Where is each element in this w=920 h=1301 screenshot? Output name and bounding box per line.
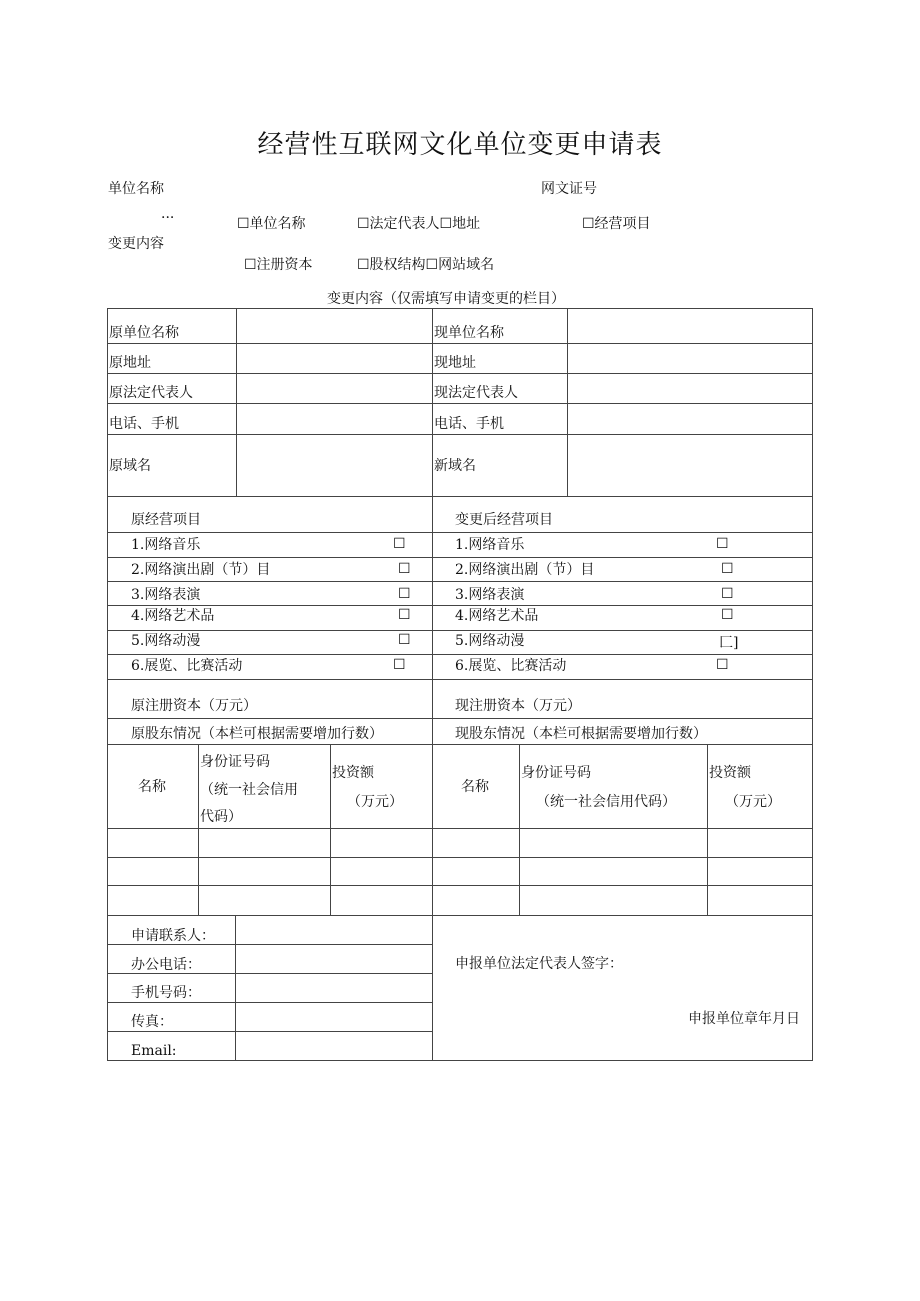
new-legal-rep-label: 现法定代表人 <box>434 385 518 401</box>
business-item-label: 1.网络音乐 <box>455 537 525 553</box>
sh-investment-unit: （万元） <box>347 794 403 810</box>
applicant-label: 申请联系人： <box>131 928 215 944</box>
new-business-checkbox[interactable]: ☐ <box>716 536 729 552</box>
new-business-checkbox[interactable]: ☐ <box>721 561 734 577</box>
new-business-checkbox[interactable]: ☐ <box>721 607 734 623</box>
sh-investment-header: 投资额 <box>332 765 374 781</box>
checkbox-legal-rep-address[interactable]: ☐法定代表人☐地址 <box>357 216 481 232</box>
signature-label: 申报单位法定代表人签字： <box>455 956 623 972</box>
new-business-checkbox[interactable]: ☐ <box>721 586 734 602</box>
orig-legal-rep-label: 原法定代表人 <box>109 385 193 401</box>
orig-business-checkbox[interactable]: ☐ <box>398 561 411 577</box>
change-content-label: 变更内容 <box>108 236 164 252</box>
orig-address-label: 原地址 <box>109 355 151 371</box>
orig-business-checkbox[interactable]: ☐ <box>393 657 406 673</box>
office-phone-label: 办公电话： <box>131 957 201 973</box>
new-address-label: 现地址 <box>434 355 476 371</box>
new-unit-name-label: 现单位名称 <box>434 325 504 341</box>
business-item-label: 2.网络演出剧（节）目 <box>455 562 595 578</box>
sh-investment-header: 投资额 <box>709 765 751 781</box>
new-business-checkbox[interactable]: ☐ <box>716 657 729 673</box>
unit-name-label: 单位名称 <box>108 181 164 197</box>
sh-investment-unit: （万元） <box>725 794 781 810</box>
new-shareholders-title: 现股东情况（本栏可根据需要增加行数） <box>455 726 707 742</box>
sh-id-header: 身份证号码 <box>521 765 591 781</box>
new-business-header: 变更后经营项目 <box>455 512 553 528</box>
orig-business-checkbox[interactable]: ☐ <box>398 607 411 623</box>
seal-date-label: 申报单位章年月日 <box>688 1011 800 1027</box>
sh-id-header-sub: （统一社会信用代码） <box>536 794 676 810</box>
checkbox-unit-name[interactable]: ☐单位名称 <box>237 216 306 232</box>
sh-id-header-sub: （统一社会信用 <box>200 782 298 798</box>
sh-id-header: 身份证号码 <box>200 754 270 770</box>
new-capital-label: 现注册资本（万元） <box>455 698 581 714</box>
orig-unit-name-label: 原单位名称 <box>109 325 179 341</box>
checkbox-equity-domain[interactable]: ☐股权结构☐网站域名 <box>357 257 495 273</box>
business-item-label: 6.展览、比赛活动 <box>455 658 567 674</box>
license-number-label: 网文证号 <box>541 181 597 197</box>
checkbox-registered-capital[interactable]: ☐注册资本 <box>244 257 313 273</box>
sh-name-header: 名称 <box>138 779 166 795</box>
business-item-label: 6.展览、比赛活动 <box>131 658 243 674</box>
orig-shareholders-title: 原股东情况（本栏可根据需要增加行数） <box>131 726 383 742</box>
new-business-checkbox[interactable]: 匚] <box>719 635 739 651</box>
email-label: Email: <box>131 1043 177 1059</box>
new-domain-label: 新域名 <box>434 458 476 474</box>
page-title: 经营性互联网文化单位变更申请表 <box>257 130 663 160</box>
business-item-label: 3.网络表演 <box>131 587 201 603</box>
orig-phone-label: 电话、手机 <box>109 416 179 432</box>
ellipsis-mark: ··· <box>161 210 175 226</box>
business-item-label: 2.网络演出剧（节）目 <box>131 562 271 578</box>
business-item-label: 4.网络艺术品 <box>455 608 539 624</box>
business-item-label: 5.网络动漫 <box>455 633 525 649</box>
orig-business-checkbox[interactable]: ☐ <box>398 632 411 648</box>
new-phone-label: 电话、手机 <box>434 416 504 432</box>
sh-name-header: 名称 <box>461 779 489 795</box>
orig-business-header: 原经营项目 <box>131 512 201 528</box>
mobile-label: 手机号码： <box>131 985 201 1001</box>
fax-label: 传真： <box>131 1014 173 1030</box>
orig-capital-label: 原注册资本（万元） <box>131 698 257 714</box>
checkbox-business-items[interactable]: ☐经营项目 <box>582 216 651 232</box>
business-item-label: 3.网络表演 <box>455 587 525 603</box>
sh-id-header-sub2: 代码） <box>200 809 242 825</box>
business-item-label: 4.网络艺术品 <box>131 608 215 624</box>
orig-business-checkbox[interactable]: ☐ <box>398 586 411 602</box>
orig-domain-label: 原域名 <box>109 458 151 474</box>
business-item-label: 1.网络音乐 <box>131 537 201 553</box>
table-caption: 变更内容（仅需填写申请变更的栏目） <box>327 291 565 307</box>
business-item-label: 5.网络动漫 <box>131 633 201 649</box>
orig-business-checkbox[interactable]: ☐ <box>393 536 406 552</box>
